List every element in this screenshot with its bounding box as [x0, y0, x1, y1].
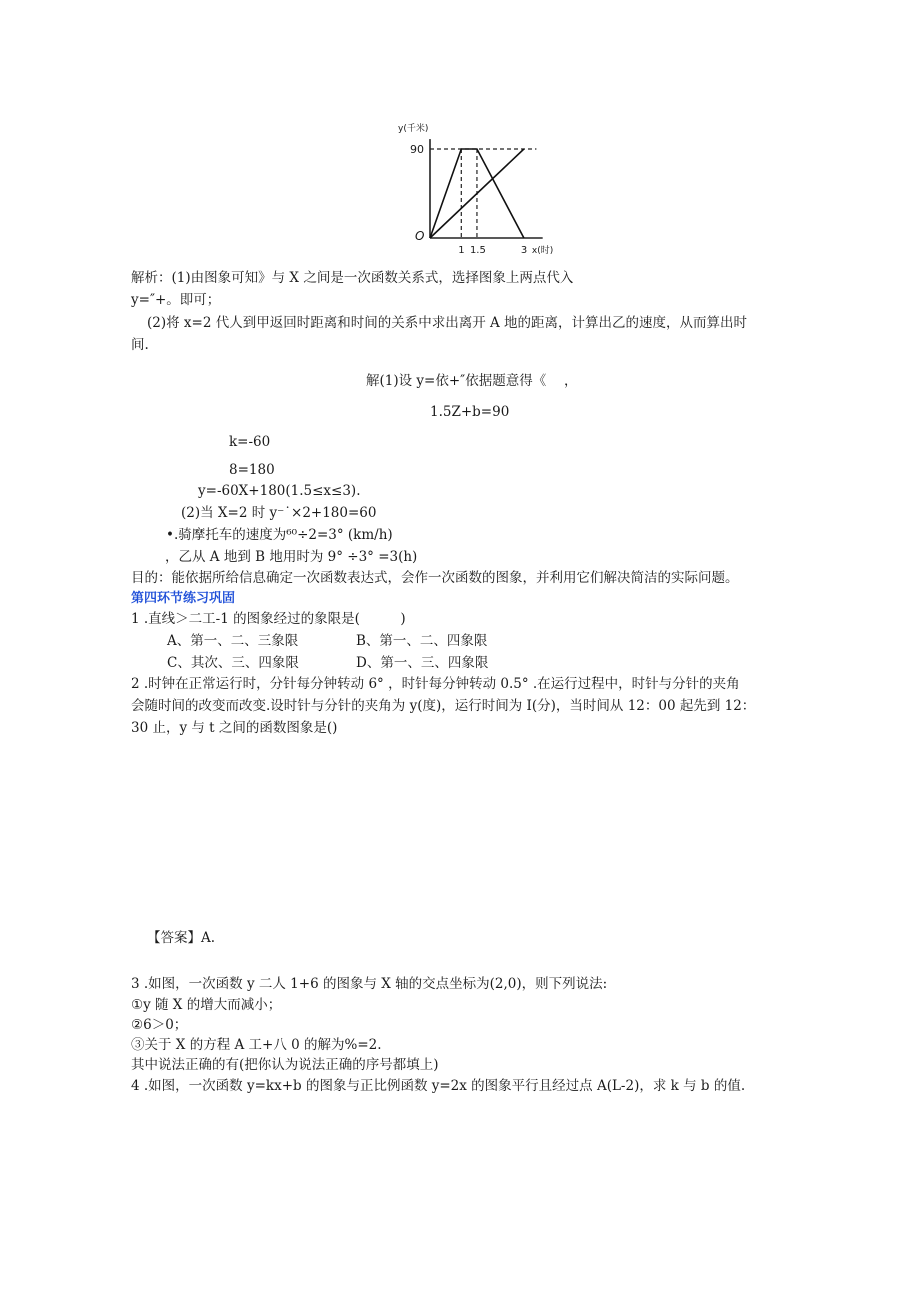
- answer-line: 【答案】A.: [147, 930, 216, 946]
- solution-line-3: k=-60: [229, 434, 271, 450]
- question-4: 4 .如图，一次函数 y=kx+b 的图象与正比例函数 y=2x 的图象平行且经过点 A(L-2)，求 k 与 b 的值.: [131, 1078, 746, 1094]
- question-3-line-5: 其中说法正确的有(把你认为说法正确的序号都填上): [131, 1057, 439, 1073]
- question-2-line-3: 30 止，y 与 t 之间的函数图象是(): [131, 720, 338, 736]
- solution-line-2: 1.5Z+b=90: [430, 404, 510, 420]
- question-2-line-1: 2 .时钟在正常运行时，分针每分钟转动 6° ，时针每分钟转动 0.5° .在运行过程中，时针与分针的夹角: [131, 676, 740, 692]
- question-3-line-2: ①y 随 X 的增大而减小；: [131, 997, 282, 1013]
- series-line-2: [430, 149, 524, 238]
- distance-time-graph: [385, 112, 555, 262]
- x-axis-label: x(时): [531, 246, 554, 256]
- question-1-option-c: C、其次、三、四象限: [167, 655, 299, 671]
- section-title: 第四环节练习巩固: [131, 591, 236, 606]
- solution-line-8: ，乙从 A 地到 B 地用时为 9° ÷3° =3(h): [165, 549, 418, 565]
- question-3-line-4: ③关于 X 的方程 A 工+八 0 的解为%=2.: [131, 1037, 382, 1053]
- x-tick-label: 1: [458, 245, 465, 256]
- solution-line-7: •.骑摩托车的速度为⁶⁰÷2=3° (km/h): [166, 527, 393, 543]
- solution-line-5: y=-60X+180(1.5≤x≤3).: [198, 483, 361, 499]
- solution-line-4: 8=180: [229, 462, 275, 478]
- origin-label: O: [415, 229, 425, 243]
- question-3-line-3: ②6＞0；: [131, 1017, 188, 1033]
- question-1-option-d: D、第一、三、四象限: [356, 655, 489, 671]
- x-tick-label: 1.5: [469, 245, 486, 256]
- analysis-line-1b: y=″+。即可；: [131, 292, 221, 308]
- question-3-line-1: 3 .如图，一次函数 y 二人 1+6 的图象与 X 轴的交点坐标为(2,0)，则下列说法:: [131, 976, 608, 992]
- analysis-line-2b: 间.: [131, 337, 149, 353]
- solution-line-6: (2)当 X=2 时 y⁻˙×2+180=60: [181, 505, 377, 521]
- solution-line-1: 解(1)设 y=依+″依据题意得《 ，: [366, 373, 578, 389]
- y-tick-label: 90: [410, 142, 424, 156]
- analysis-line-1: 解析：(1)由图象可知》与 X 之间是一次函数关系式，选择图象上两点代入: [131, 270, 574, 286]
- analysis-line-2: (2)将 x=2 代人到甲返回时距离和时间的关系中求出离开 A 地的距离，计算出乙的速度，从而算出时: [147, 315, 748, 331]
- question-1: 1 .直线＞二工-1 的图象经过的象限是( ): [131, 611, 406, 627]
- purpose-line: 目的：能依据所给信息确定一次函数表达式，会作一次函数的图象，并利用它们解决简洁的实际问题。: [131, 570, 739, 586]
- x-tick-label: 3: [520, 245, 528, 256]
- y-axis-label: y(千米): [398, 124, 429, 134]
- question-2-line-2: 会随时间的改变而改变.设时针与分针的夹角为 y(度)，运行时间为 I(分)，当时间从 12：00 起先到 12：: [131, 698, 756, 714]
- question-1-option-a: A、第一、二、三象限: [167, 633, 299, 649]
- question-1-option-b: B、第一、二、四象限: [356, 633, 488, 649]
